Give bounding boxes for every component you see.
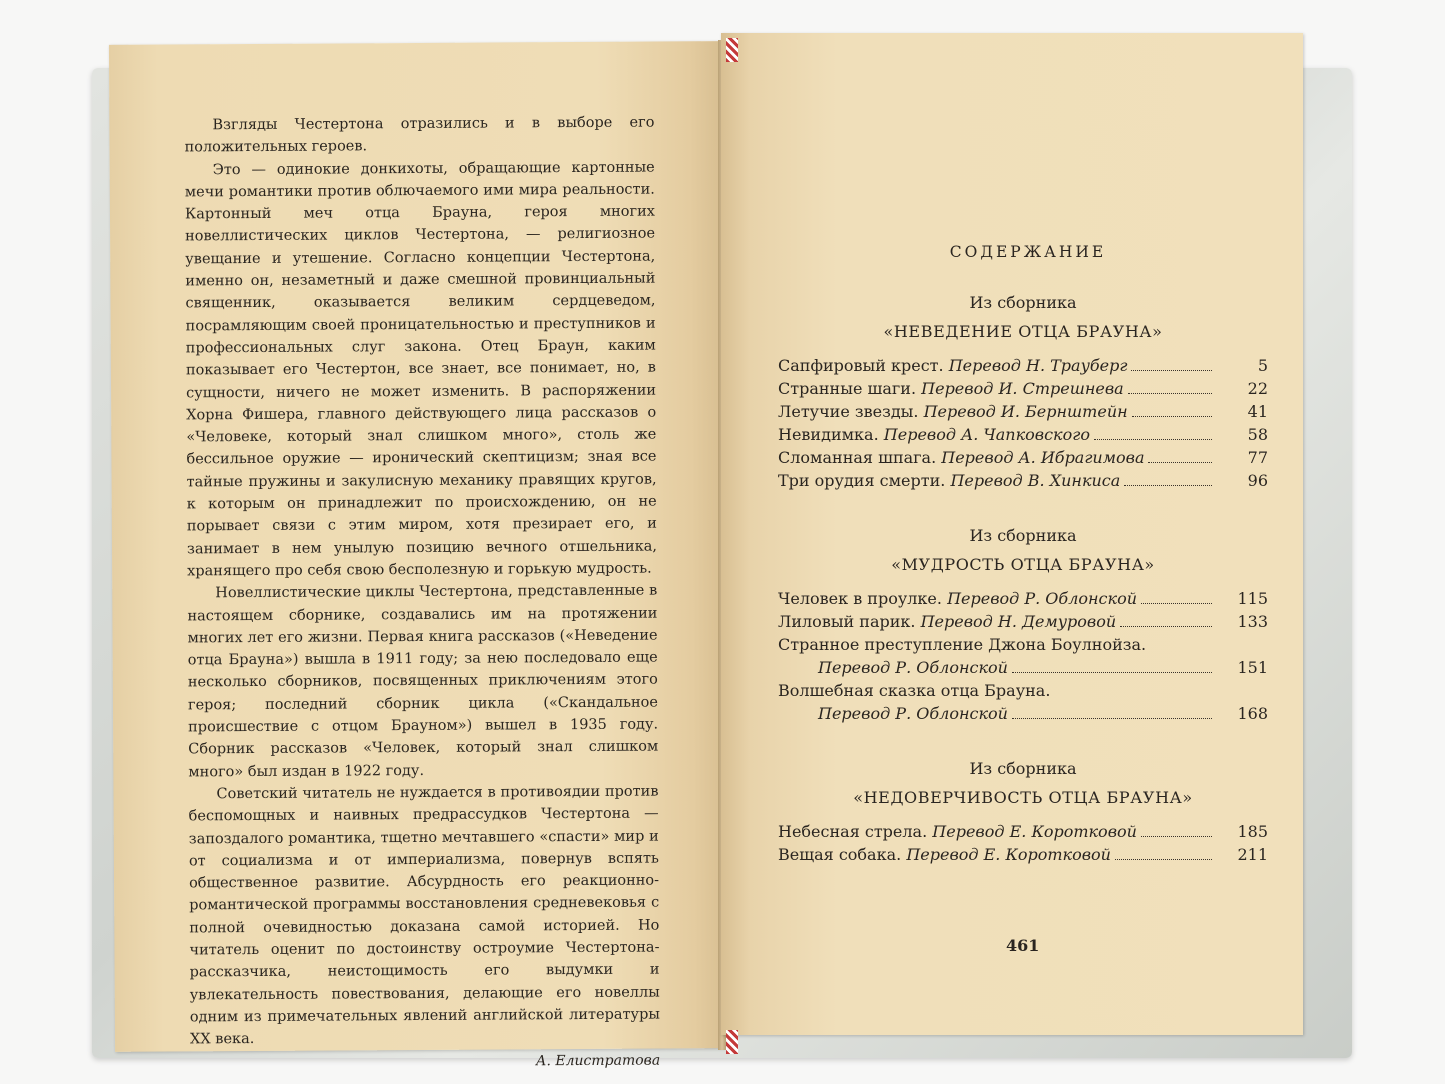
toc-entry — [778, 587, 1268, 610]
table-of-contents — [778, 243, 1268, 900]
entry-title: Странные шаги. — [778, 379, 917, 398]
leader-dots — [1124, 485, 1212, 486]
entry-page: 58 — [1247, 425, 1268, 444]
toc-entry-continuation — [778, 702, 1268, 725]
toc-entry — [778, 446, 1268, 469]
leader-dots — [1131, 370, 1212, 371]
entry-title: Небесная стрела. — [778, 822, 928, 841]
toc-section — [778, 526, 1268, 725]
headband-bottom — [726, 1030, 738, 1054]
toc-entry — [778, 610, 1268, 633]
entry-title: Волшебная сказка отца Брауна. — [778, 681, 1051, 700]
toc-entry — [778, 377, 1268, 400]
toc-section — [778, 293, 1268, 492]
entry-translator: Перевод Н. Трауберг — [948, 356, 1128, 375]
leader-dots — [1141, 836, 1212, 837]
entry-page: 96 — [1247, 471, 1268, 490]
essay-author: А. Елистратова — [535, 1052, 661, 1070]
leader-dots — [1012, 672, 1212, 673]
entry-title: Невидимка. — [778, 425, 879, 444]
entry-translator: Перевод Р. Облонской — [947, 589, 1137, 608]
entry-page: 22 — [1247, 379, 1268, 398]
essay-paragraph: Взгляды Честертона отразились и в выборе его положительных героев. — [184, 114, 655, 156]
section-name: «МУДРОСТЬ ОТЦА БРАУНА» — [891, 555, 1155, 574]
entry-translator: Перевод Е. Коротковой — [932, 822, 1137, 841]
entry-translator: Перевод В. Хинкиса — [950, 471, 1121, 490]
headband-top — [726, 38, 738, 62]
entry-page: 168 — [1237, 704, 1268, 723]
entry-translator: Перевод И. Бернштейн — [923, 402, 1128, 421]
entry-translator: Перевод Н. Демуровой — [920, 612, 1117, 631]
essay-paragraph: Советский читатель не нуждается в противоядии против беспомощных и наивных предрассудков Честертона — запоздалого романтика, тщетно мечтавшего «спасти» мир и от социализма и от империализма, повернув вспять общественное развитие. Абсурдность его реакционно-романтической программы восстановления средневековья с полной очевидностью доказана самой историей. Но читатель оценит по достоинству остроумие Честертона-рассказчика, неистощимость его выдумки и увлекательность повествования, делающие его новеллы одним из примечательных явлений английской литературы XX века. — [188, 783, 660, 1048]
entry-page: 77 — [1247, 448, 1268, 467]
entry-page: 133 — [1237, 612, 1268, 631]
section-from: Из сборника — [969, 759, 1077, 778]
toc-entry — [778, 633, 1268, 656]
entry-translator: Перевод Е. Коротковой — [906, 845, 1111, 864]
entry-title: Летучие звезды. — [778, 402, 919, 421]
section-name: «НЕДОВЕРЧИВОСТЬ ОТЦА БРАУНА» — [853, 788, 1193, 807]
entry-page: 41 — [1247, 402, 1268, 421]
entry-translator: Перевод А. Чапковского — [883, 425, 1090, 444]
essay-paragraph: Это — одинокие донкихоты, обращающие картонные мечи романтики против облючаемого ими мира реальности. Картонный меч отца Брауна, героя многих новеллистических циклов Честертона, — религиозное увещание и утешение. Согласно концепции Честертона, именно он, незаметный и даже смешной провинциальный священник, оказывается великим сердцеведом, посрамляющим своей проницательностью и преступников и профессиональных слуг закона. Отец Браун, каким показывает его Честертон, все знает, все понимает, но, в сущности, ничего не может изменить. В распоряжении Хорна Фишера, главного действующего лица рассказов о «Человеке, который знал слишком много», столь же бессильное оружие — иронический скептицизм; зная все тайные пружины и закулисную механику правящих кругов, к которым он принадлежит по происхождению, он не порывает связи с этим миром, хотя презирает его, и занимает в нем унылую позицию вечного отшельника, хранящего про себя свою бесполезную и горькую мудрость. — [184, 159, 658, 580]
entry-title: Лиловый парик. — [778, 612, 916, 631]
entry-translator: Перевод А. Ибрагимова — [941, 448, 1145, 467]
entry-page: 115 — [1237, 589, 1268, 608]
toc-section — [778, 759, 1268, 866]
leader-dots — [1148, 462, 1212, 463]
leader-dots — [1115, 859, 1212, 860]
entry-title: Человек в проулке. — [778, 589, 942, 608]
entry-page: 151 — [1237, 658, 1268, 677]
left-page — [109, 41, 725, 1070]
entry-translator: Перевод Р. Облонской — [818, 658, 1008, 677]
toc-title: СОДЕРЖАНИЕ — [949, 243, 1107, 261]
section-from: Из сборника — [969, 526, 1077, 545]
essay-paragraph: Новеллистические циклы Честертона, представленные в настоящем сборнике, создавались им на протяжении многих лет его жизни. Первая книга рассказов («Неведение отца Брауна») вышла в 1911 году; за нею последовало еще несколько сборников, посвященных приключениям этого героя; последний сборник цикла («Скандальное происшествие с отцом Брауном») вышел в 1935 году. Сборник рассказов «Человек, который знал слишком много» был издан в 1922 году. — [187, 582, 659, 781]
entry-title: Вещая собака. — [778, 845, 902, 864]
leader-dots — [1094, 439, 1212, 440]
entry-title: Странное преступление Джона Боулнойза. — [778, 635, 1147, 654]
entry-title: Сапфировый крест. — [778, 356, 944, 375]
toc-entry — [778, 400, 1268, 423]
section-from: Из сборника — [969, 293, 1077, 312]
toc-entry — [778, 843, 1268, 866]
right-page — [721, 33, 1303, 1035]
toc-entry — [778, 354, 1268, 377]
section-name: «НЕВЕДЕНИЕ ОТЦА БРАУНА» — [883, 322, 1163, 341]
page-number: 461 — [1006, 936, 1040, 955]
entry-page: 185 — [1237, 822, 1268, 841]
toc-entry-continuation — [778, 656, 1268, 679]
leader-dots — [1128, 393, 1212, 394]
entry-page: 5 — [1257, 356, 1268, 375]
entry-page: 211 — [1237, 845, 1268, 864]
leader-dots — [1120, 626, 1212, 627]
entry-title: Сломанная шпага. — [778, 448, 937, 467]
toc-entry — [778, 469, 1268, 492]
toc-entry — [778, 679, 1268, 702]
leader-dots — [1132, 416, 1212, 417]
toc-entry — [778, 820, 1268, 843]
entry-translator: Перевод И. Стрешнева — [921, 379, 1124, 398]
leader-dots — [1012, 718, 1212, 719]
toc-entry — [778, 423, 1268, 446]
essay-text — [184, 112, 660, 1076]
entry-title: Три орудия смерти. — [778, 471, 946, 490]
leader-dots — [1141, 603, 1212, 604]
entry-translator: Перевод Р. Облонской — [818, 704, 1008, 723]
